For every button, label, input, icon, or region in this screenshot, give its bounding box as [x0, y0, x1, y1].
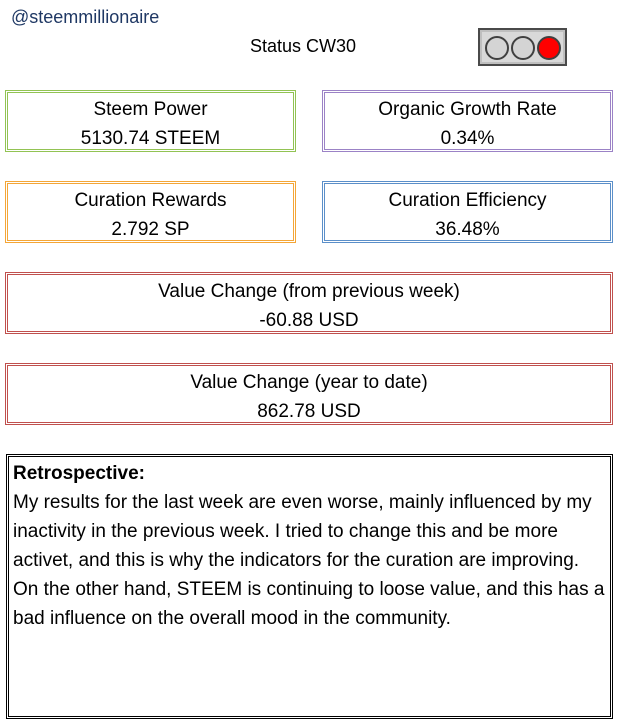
steem-power-card: [5, 90, 296, 152]
traffic-light-lamp-2: [511, 36, 535, 60]
retrospective-heading: Retrospective:: [13, 463, 145, 484]
steem-power-label: Steem Power: [93, 99, 208, 120]
retrospective-box: [6, 454, 613, 719]
value-change-week-value: -60.88 USD: [259, 310, 359, 331]
traffic-light: [478, 28, 567, 66]
value-change-week-label: Value Change (from previous week): [158, 281, 460, 302]
value-change-ytd-value: 862.78 USD: [257, 401, 361, 422]
curation-rewards-value: 2.792 SP: [111, 219, 190, 240]
organic-growth-rate-label: Organic Growth Rate: [378, 99, 557, 120]
organic-growth-rate-card: [322, 90, 613, 152]
organic-growth-rate-value: 0.34%: [440, 128, 495, 149]
traffic-light-lamp-1: [485, 36, 509, 60]
retrospective-paragraph-1: My results for the last week are even worse, mainly influenced by my inactivity in the previous week. I tried to change this and be more activet, and this is why the indicators for the curation are improving.: [13, 492, 592, 571]
curation-efficiency-card: [322, 181, 613, 243]
status-title: Status CW30: [250, 36, 357, 56]
curation-efficiency-label: Curation Efficiency: [388, 190, 547, 211]
account-handle: @steemmillionaire: [11, 7, 160, 27]
steem-power-value: 5130.74 STEEM: [80, 128, 221, 149]
traffic-light-lamp-3: [537, 36, 561, 60]
value-change-ytd-label: Value Change (year to date): [190, 372, 428, 393]
value-change-ytd-card: [5, 363, 613, 425]
curation-efficiency-value: 36.48%: [435, 219, 500, 240]
retrospective-paragraph-2: On the other hand, STEEM is continuing to loose value, and this has a bad influence on the overall mood in the community.: [13, 579, 605, 629]
curation-rewards-label: Curation Rewards: [74, 190, 227, 211]
value-change-week-card: [5, 272, 613, 334]
curation-rewards-card: [5, 181, 296, 243]
